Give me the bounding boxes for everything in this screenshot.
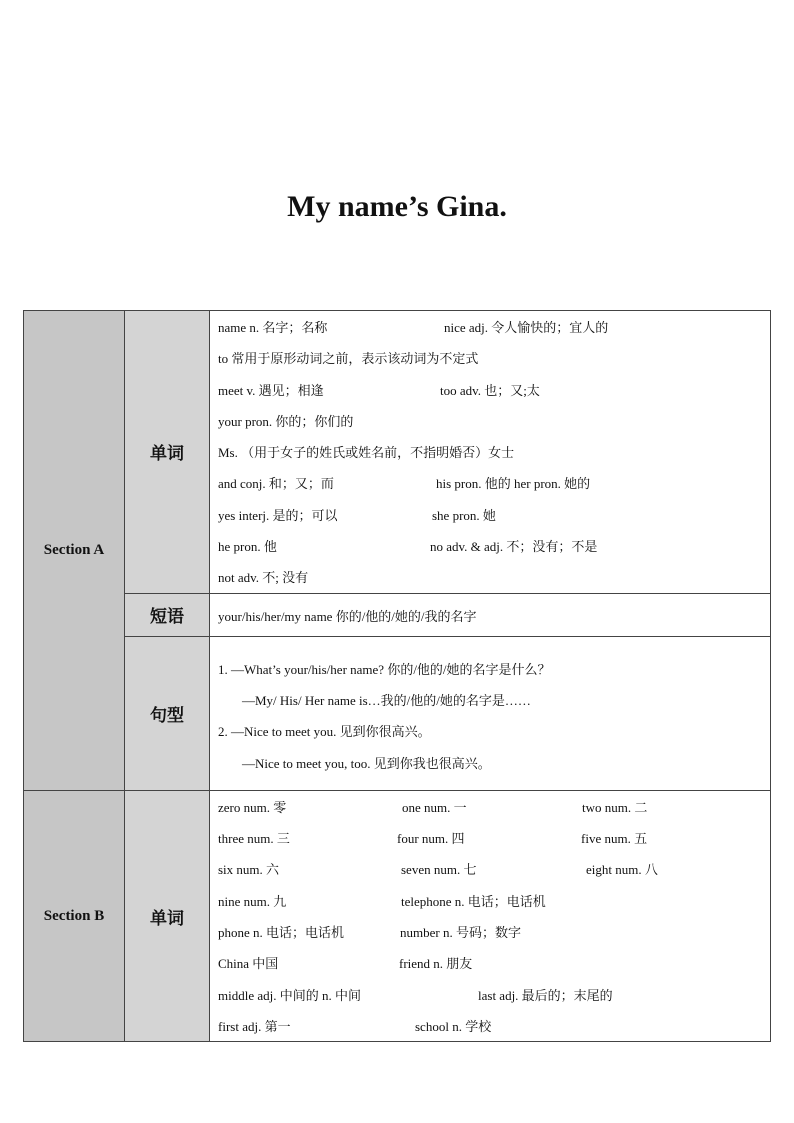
section-a-sentences-label: 句型: [125, 636, 210, 790]
word-entry: five num. 五: [581, 831, 648, 847]
word-entry: his pron. 他的 her pron. 她的: [436, 476, 591, 492]
word-line: [210, 374, 770, 405]
word-entry: Ms. （用于女子的姓氏或姓名前，不指明婚否）女士: [218, 445, 515, 461]
phrase-entry: your/his/her/my name 你的/他的/她的/我的名字: [218, 608, 477, 624]
word-entry: and conj. 和；又；而: [218, 476, 334, 492]
word-entry: six num. 六: [218, 862, 280, 878]
word-line: [210, 342, 770, 373]
word-line: [210, 530, 770, 561]
sentence-entry: 1. —What’s your/his/her name? 你的/他的/她的名字是什么？: [218, 661, 551, 677]
word-entry: to 常用于原形动词之前，表示该动词为不定式: [218, 351, 479, 367]
sentence-line: [210, 653, 770, 684]
word-line: [210, 1010, 770, 1041]
section-b-words-row: [24, 790, 771, 1041]
page-title: My name’s Gina.: [287, 190, 507, 223]
sentence-line: [210, 684, 770, 715]
word-line: [210, 947, 770, 978]
section-b-label: Section B: [24, 790, 125, 1041]
word-entry: two num. 二: [582, 799, 648, 815]
word-entry: school n. 学校: [415, 1018, 492, 1034]
section-b-words: [210, 790, 771, 1041]
word-line: [210, 499, 770, 530]
section-a-words-row: [24, 311, 771, 594]
section-a-words-label: 单词: [125, 311, 210, 594]
section-a-words: [210, 311, 771, 594]
word-entry: your pron. 你的；你们的: [218, 413, 354, 429]
word-entry: four num. 四: [397, 831, 465, 847]
word-entry: seven num. 七: [401, 862, 477, 878]
word-entry: yes interj. 是的；可以: [218, 507, 338, 523]
phrase-line: [210, 594, 770, 636]
word-entry: middle adj. 中间的 n. 中间: [218, 987, 361, 1003]
word-line: [210, 822, 770, 853]
word-entry: she pron. 她: [432, 507, 496, 523]
sentence-entry: —Nice to meet you, too. 见到你我也很高兴。: [242, 755, 491, 771]
section-a-sentences: [210, 636, 771, 790]
word-line: [210, 979, 770, 1010]
word-line: [210, 311, 770, 342]
word-entry: number n. 号码；数字: [400, 925, 521, 941]
section-a-phrases-label: 短语: [125, 593, 210, 636]
word-entry: friend n. 朋友: [399, 956, 473, 972]
sentence-entry: 2. —Nice to meet you. 见到你很高兴。: [218, 724, 431, 740]
section-a-label: Section A: [24, 311, 125, 791]
vocabulary-table: [23, 310, 771, 1042]
word-entry: China 中国: [218, 956, 279, 972]
word-entry: not adv. 不; 没有: [218, 570, 309, 586]
sentence-line: [210, 747, 770, 778]
word-entry: too adv. 也；又;太: [440, 382, 540, 398]
word-line: [210, 436, 770, 467]
word-entry: eight num. 八: [586, 862, 658, 878]
word-entry: first adj. 第一: [218, 1018, 291, 1034]
word-entry: meet v. 遇见；相逢: [218, 382, 324, 398]
word-line: [210, 853, 770, 884]
word-line: [210, 916, 770, 947]
word-line: [210, 561, 770, 592]
sentence-entry: —My/ His/ Her name is…我的/他的/她的名字是……: [242, 692, 531, 708]
word-entry: name n. 名字；名称: [218, 320, 328, 335]
word-entry: phone n. 电话；电话机: [218, 925, 345, 941]
section-b-words-label: 单词: [125, 790, 210, 1041]
word-entry: zero num. 零: [218, 799, 287, 815]
section-a-sentences-row: [24, 636, 771, 790]
word-entry: nine num. 九: [218, 893, 287, 909]
word-entry: three num. 三: [218, 831, 290, 847]
sentence-line: [210, 715, 770, 746]
word-entry: last adj. 最后的；末尾的: [478, 987, 613, 1003]
word-line: [210, 467, 770, 498]
section-a-phrases: [210, 593, 771, 636]
word-entry: no adv. & adj. 不；没有；不是: [430, 539, 598, 555]
word-entry: nice adj. 令人愉快的；宜人的: [444, 320, 609, 335]
section-a-phrases-row: [24, 593, 771, 636]
word-line: [210, 885, 770, 916]
word-entry: one num. 一: [402, 799, 467, 815]
word-line: [210, 791, 770, 822]
word-entry: telephone n. 电话；电话机: [401, 893, 546, 909]
word-entry: he pron. 他: [218, 539, 277, 555]
word-line: [210, 405, 770, 436]
